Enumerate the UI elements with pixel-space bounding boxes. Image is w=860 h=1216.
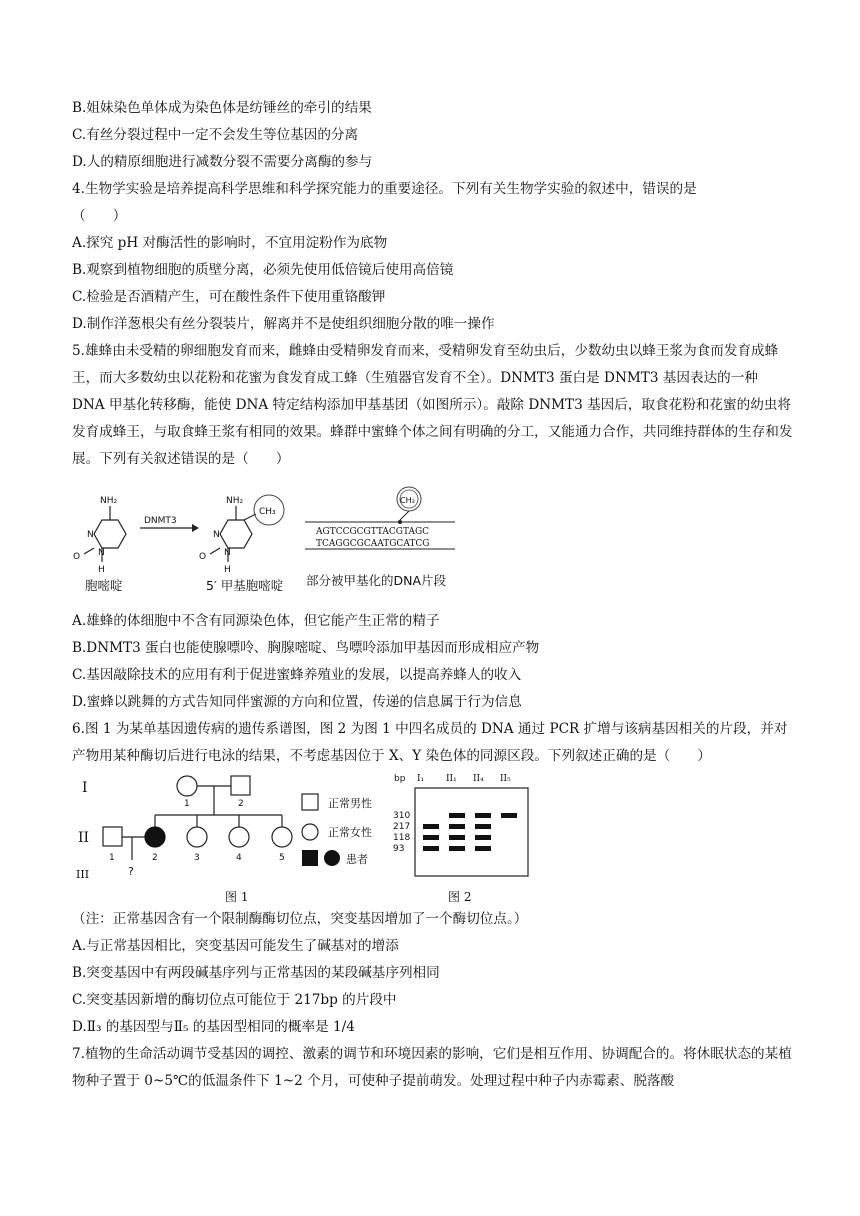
svg-text:2: 2 xyxy=(238,799,244,809)
h-label: H xyxy=(224,565,231,575)
size-label: 93 xyxy=(393,844,405,854)
bp-label: bp xyxy=(394,774,406,784)
generation-label: II xyxy=(78,830,90,846)
lane-label: II₄ xyxy=(473,774,484,784)
gel-band xyxy=(501,813,517,818)
note-line: （注：正常基因含有一个限制酶酶切位点，突变基因增加了一个酶切位点。） xyxy=(72,911,528,927)
female-normal xyxy=(177,776,197,796)
option-4c: C.检验是否酒精产生，可在酸性条件下使用重铬酸钾 xyxy=(72,289,386,305)
answer-blank-4: （ ） xyxy=(72,208,127,224)
option-4a: A.探究 pH 对酶活性的影响时，不宜用淀粉作为底物 xyxy=(72,235,388,251)
figure-2-caption: 图 2 xyxy=(448,890,472,904)
n-label: N xyxy=(98,548,105,558)
svg-text:5: 5 xyxy=(279,853,285,863)
option-3c: C.有丝分裂过程中一定不会发生等位基因的分离 xyxy=(72,127,359,143)
legend-affected-label: 患者 xyxy=(346,853,368,866)
n-label: N xyxy=(224,548,231,558)
option-6b: B.突变基因中有两段碱基序列与正常基因的某段碱基序列相同 xyxy=(72,965,440,981)
n-label: N xyxy=(213,530,220,540)
size-label: 310 xyxy=(393,811,411,821)
gel-band xyxy=(423,835,439,840)
n-label: N xyxy=(87,530,94,540)
ch3-label: CH₃ xyxy=(400,496,415,505)
male-normal xyxy=(103,827,122,846)
o-label: O xyxy=(73,552,81,562)
svg-text:2: 2 xyxy=(152,853,158,863)
gel-band xyxy=(475,813,491,818)
svg-text:1: 1 xyxy=(184,799,190,809)
option-5c: C.基因敲除技术的应用有利于促进蜜蜂养殖业的发展，以提高养蜂人的收入 xyxy=(72,667,522,683)
option-3b: B.姐妹染色单体成为染色体是纺锤丝的牵引的结果 xyxy=(72,100,372,116)
gel-band xyxy=(449,813,465,818)
generation-label: III xyxy=(76,868,90,881)
legend-affected-female-icon xyxy=(324,850,340,866)
generation-label: I xyxy=(82,780,88,796)
methylcytosine-caption: 5′ 甲基胞嘧啶 xyxy=(206,578,284,593)
legend-female-label: 正常女性 xyxy=(328,826,372,839)
option-5a: A.雄蜂的体细胞中不含有同源染色体，但它能产生正常的精子 xyxy=(72,613,440,629)
gel-figure xyxy=(388,768,538,908)
dna-fragment xyxy=(305,487,455,549)
lane-label: II₁ xyxy=(446,774,457,784)
option-5b: B.DNMT3 蛋白也能使腺嘌呤、胸腺嘧啶、鸟嘌呤添加甲基因而形成相应产物 xyxy=(72,640,540,656)
female-normal xyxy=(272,827,292,847)
female-normal xyxy=(229,827,249,847)
option-4b: B.观察到植物细胞的质壁分离，必须先使用低倍镜后使用高倍镜 xyxy=(72,262,454,278)
question-4-stem: 4.生物学实验是培养提高科学思维和科学探究能力的重要途径。下列有关生物学实验的叙述中，错误的是 xyxy=(72,181,697,197)
lane-label: I₁ xyxy=(417,774,425,784)
size-label: 217 xyxy=(393,822,411,832)
cytosine-structure xyxy=(73,496,126,575)
gel-band xyxy=(423,846,439,851)
nh2-label: NH₂ xyxy=(100,496,118,506)
gel-band xyxy=(475,835,491,840)
ch3-label: CH₃ xyxy=(259,507,276,517)
unknown-offspring: ? xyxy=(128,865,134,878)
cytosine-caption: 胞嘧啶 xyxy=(85,578,123,593)
question-7-stem: 7.植物的生命活动调节受基因的调控、激素的调节和环境因素的影响，它们是相互作用、协调配合的。将休眠状态的某植物种子置于 0~5℃的低温条件下 1~2 个月，可使种子提前萌发。处理过程中种子内赤霉素、脱落酸 xyxy=(72,1046,792,1089)
svg-text:4: 4 xyxy=(236,853,242,863)
svg-text:1: 1 xyxy=(109,853,115,863)
lane-label: II₅ xyxy=(500,774,511,784)
methylcytosine-structure xyxy=(199,495,284,575)
gel-band xyxy=(423,824,439,829)
legend-male-icon xyxy=(302,794,318,810)
legend-affected-male-icon xyxy=(302,850,318,866)
legend-female-icon xyxy=(302,824,318,840)
fragment-caption: 部分被甲基化的DNA片段 xyxy=(306,573,447,588)
gel-band xyxy=(449,835,465,840)
o-label: O xyxy=(199,552,207,562)
gel-band xyxy=(449,824,465,829)
option-5d: D.蜜蜂以跳舞的方式告知同伴蜜源的方向和位置，传递的信息属于行为信息 xyxy=(72,694,522,710)
gel-band xyxy=(449,846,465,851)
strand-bottom: TCAGGCGCAATGCATCG xyxy=(316,539,430,549)
pedigree-figure xyxy=(70,768,390,908)
enzyme-label: DNMT3 xyxy=(144,516,177,526)
female-affected xyxy=(145,827,165,847)
option-4d: D.制作洋葱根尖有丝分裂装片，解离并不是使组织细胞分散的唯一操作 xyxy=(72,316,495,332)
legend-male-label: 正常男性 xyxy=(328,797,372,810)
methylation-figure xyxy=(70,482,470,602)
female-normal xyxy=(187,827,207,847)
size-label: 118 xyxy=(393,833,411,843)
option-3d: D.人的精原细胞进行减数分裂不需要分离酶的参与 xyxy=(72,154,373,170)
gel-band xyxy=(475,846,491,851)
question-5-stem: 5.雄蜂由未受精的卵细胞发育而来，雌蜂由受精卵发育而来，受精卵发育至幼虫后，少数幼虫以蜂王浆为食而发育成蜂王，而大多数幼虫以花粉和花蜜为食发育成工蜂（生殖器官发育不全）。DNMT3 蛋白是 DNMT3 基因表达的一种 DNA 甲基化转移酶，能使 DNA 特定结构添加甲基基团（如图所示）。敲除 DNMT3 基因后，取食花粉和花蜜的幼虫将发育成蜂王，与取食蜂王浆有相同的效果。蜂群中蜜蜂个体之间有明确的分工，又能通力合作，共同维持群体的生存和发展。下列有关叙述错误的是（ ） xyxy=(72,343,793,467)
svg-text:3: 3 xyxy=(194,853,200,863)
nh2-label: NH₂ xyxy=(226,496,244,506)
gel-frame xyxy=(415,788,528,876)
option-6c: C.突变基因新增的酶切位点可能位于 217bp 的片段中 xyxy=(72,992,397,1008)
figure-1-caption: 图 1 xyxy=(225,890,249,904)
h-label: H xyxy=(98,565,105,575)
gel-band xyxy=(475,824,491,829)
arrow-head-icon xyxy=(192,524,199,532)
option-6d: D.Ⅱ₃ 的基因型与Ⅱ₅ 的基因型相同的概率是 1/4 xyxy=(72,1019,355,1035)
option-6a: A.与正常基因相比，突变基因可能发生了碱基对的增添 xyxy=(72,938,399,954)
strand-top: AGTCCGCGTTACGTAGC xyxy=(316,527,430,537)
question-6-stem: 6.图 1 为某单基因遗传病的遗传系谱图，图 2 为图 1 中四名成员的 DNA 通过 PCR 扩增与该病基因相关的片段，并对产物用某种酶切后进行电泳的结果，不考虑基因位于 X、Y 染色体的同源区段。下列叙述正确的是（ ） xyxy=(72,721,788,764)
male-normal xyxy=(231,776,250,795)
